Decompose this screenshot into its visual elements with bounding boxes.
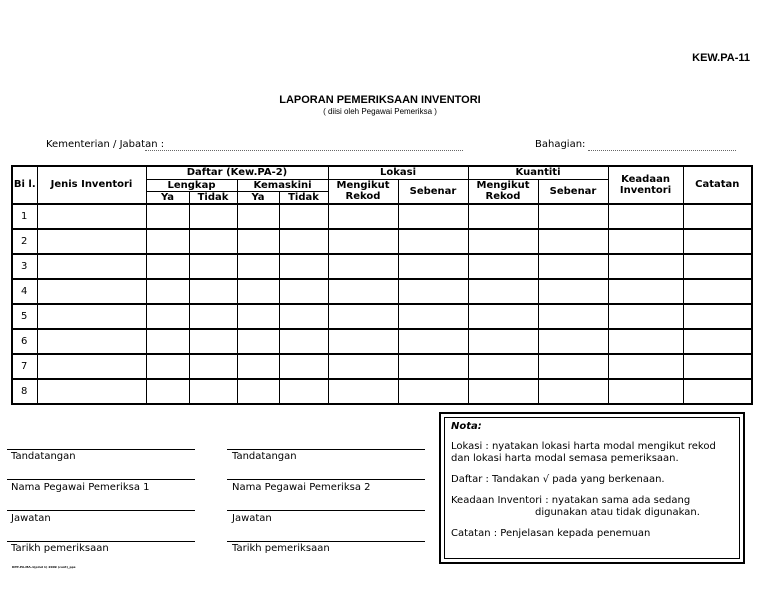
jawatan-line-1[interactable] [7,510,195,511]
tarikh-line-1[interactable] [7,541,195,542]
row-number: 6 [12,329,37,354]
nota-lokasi: Lokasi : nyatakan lokasi harta modal mengikut rekod dan lokasi harta modal semasa pemeriksaan. [451,441,716,464]
table-row [12,229,752,254]
nota-keadaan-1: Keadaan Inventori : nyatakan sama ada sedang [451,495,691,506]
tandatangan-label-2: Tandatangan [232,451,297,462]
bahagian-field[interactable] [588,150,736,151]
header-lokasi-sebenar: Sebenar [398,179,468,204]
tarikh-line-2[interactable] [227,541,425,542]
nota-box [439,412,745,564]
header-lokasi-mengikut-rekod: Mengikut Rekod [328,179,398,204]
header-kemaskini-tidak: Tidak [279,191,328,204]
nota-keadaan-2: digunakan atau tidak digunakan. [535,507,700,518]
header-lokasi: Lokasi [328,166,468,179]
form-title: LAPORAN PEMERIKSAAN INVENTORI [279,94,481,106]
row-number: 2 [12,229,37,254]
header-kemaskini: Kemaskini [237,179,328,191]
row-number: 1 [12,204,37,229]
jawatan-label-1: Jawatan [11,513,51,524]
jawatan-label-2: Jawatan [232,513,272,524]
nama-pegawai-1-label: Nama Pegawai Pemeriksa 1 [11,482,150,493]
row-number: 3 [12,254,37,279]
nota-title: Nota: [451,421,482,432]
tandatangan-label-1: Tandatangan [11,451,76,462]
table-row [12,254,752,279]
table-row [12,379,752,404]
table-row [12,304,752,329]
jawatan-line-2[interactable] [227,510,425,511]
nama-pegawai-2-label: Nama Pegawai Pemeriksa 2 [232,482,371,493]
header-kuantiti: Kuantiti [468,166,608,179]
kementerian-label: Kementerian / Jabatan : [46,139,165,150]
footer-reference: KPP-PA-MA-1(pind 1) 2009 (cont)_pps [12,565,76,569]
header-kuantiti-mengikut-rekod: Mengikut Rekod [468,179,538,204]
row-number: 4 [12,279,37,304]
header-keadaan-inventori: Keadaan Inventori [608,166,683,204]
table-row [12,329,752,354]
form-subtitle: ( diisi oleh Pegawai Pemeriksa ) [323,107,437,116]
inventory-table [11,165,753,405]
form-code: KEW.PA-11 [692,52,750,64]
row-number: 7 [12,354,37,379]
row-number: 8 [12,379,37,404]
header-daftar: Daftar (Kew.PA-2) [146,166,328,179]
kementerian-field[interactable] [145,150,463,151]
tarikh-label-2: Tarikh pemeriksaan [232,543,330,554]
header-kemaskini-ya: Ya [237,191,279,204]
header-lengkap-ya: Ya [146,191,189,204]
signature-line-1[interactable] [7,449,195,450]
header-kuantiti-sebenar: Sebenar [538,179,608,204]
header-bil: Bi l. [12,166,37,204]
nama-line-1[interactable] [7,479,195,480]
table-row [12,204,752,229]
header-catatan: Catatan [683,166,752,204]
table-row [12,354,752,379]
row-number: 5 [12,304,37,329]
nama-line-2[interactable] [227,479,425,480]
nota-daftar: Daftar : Tandakan √ pada yang berkenaan. [451,474,665,485]
header-lengkap-tidak: Tidak [189,191,237,204]
header-lengkap: Lengkap [146,179,237,191]
tarikh-label-1: Tarikh pemeriksaan [11,543,109,554]
table-row [12,279,752,304]
bahagian-label: Bahagian: [535,139,586,150]
signature-line-2[interactable] [227,449,425,450]
header-jenis-inventori: Jenis Inventori [37,166,146,204]
nota-catatan: Catatan : Penjelasan kepada penemuan [451,528,651,539]
